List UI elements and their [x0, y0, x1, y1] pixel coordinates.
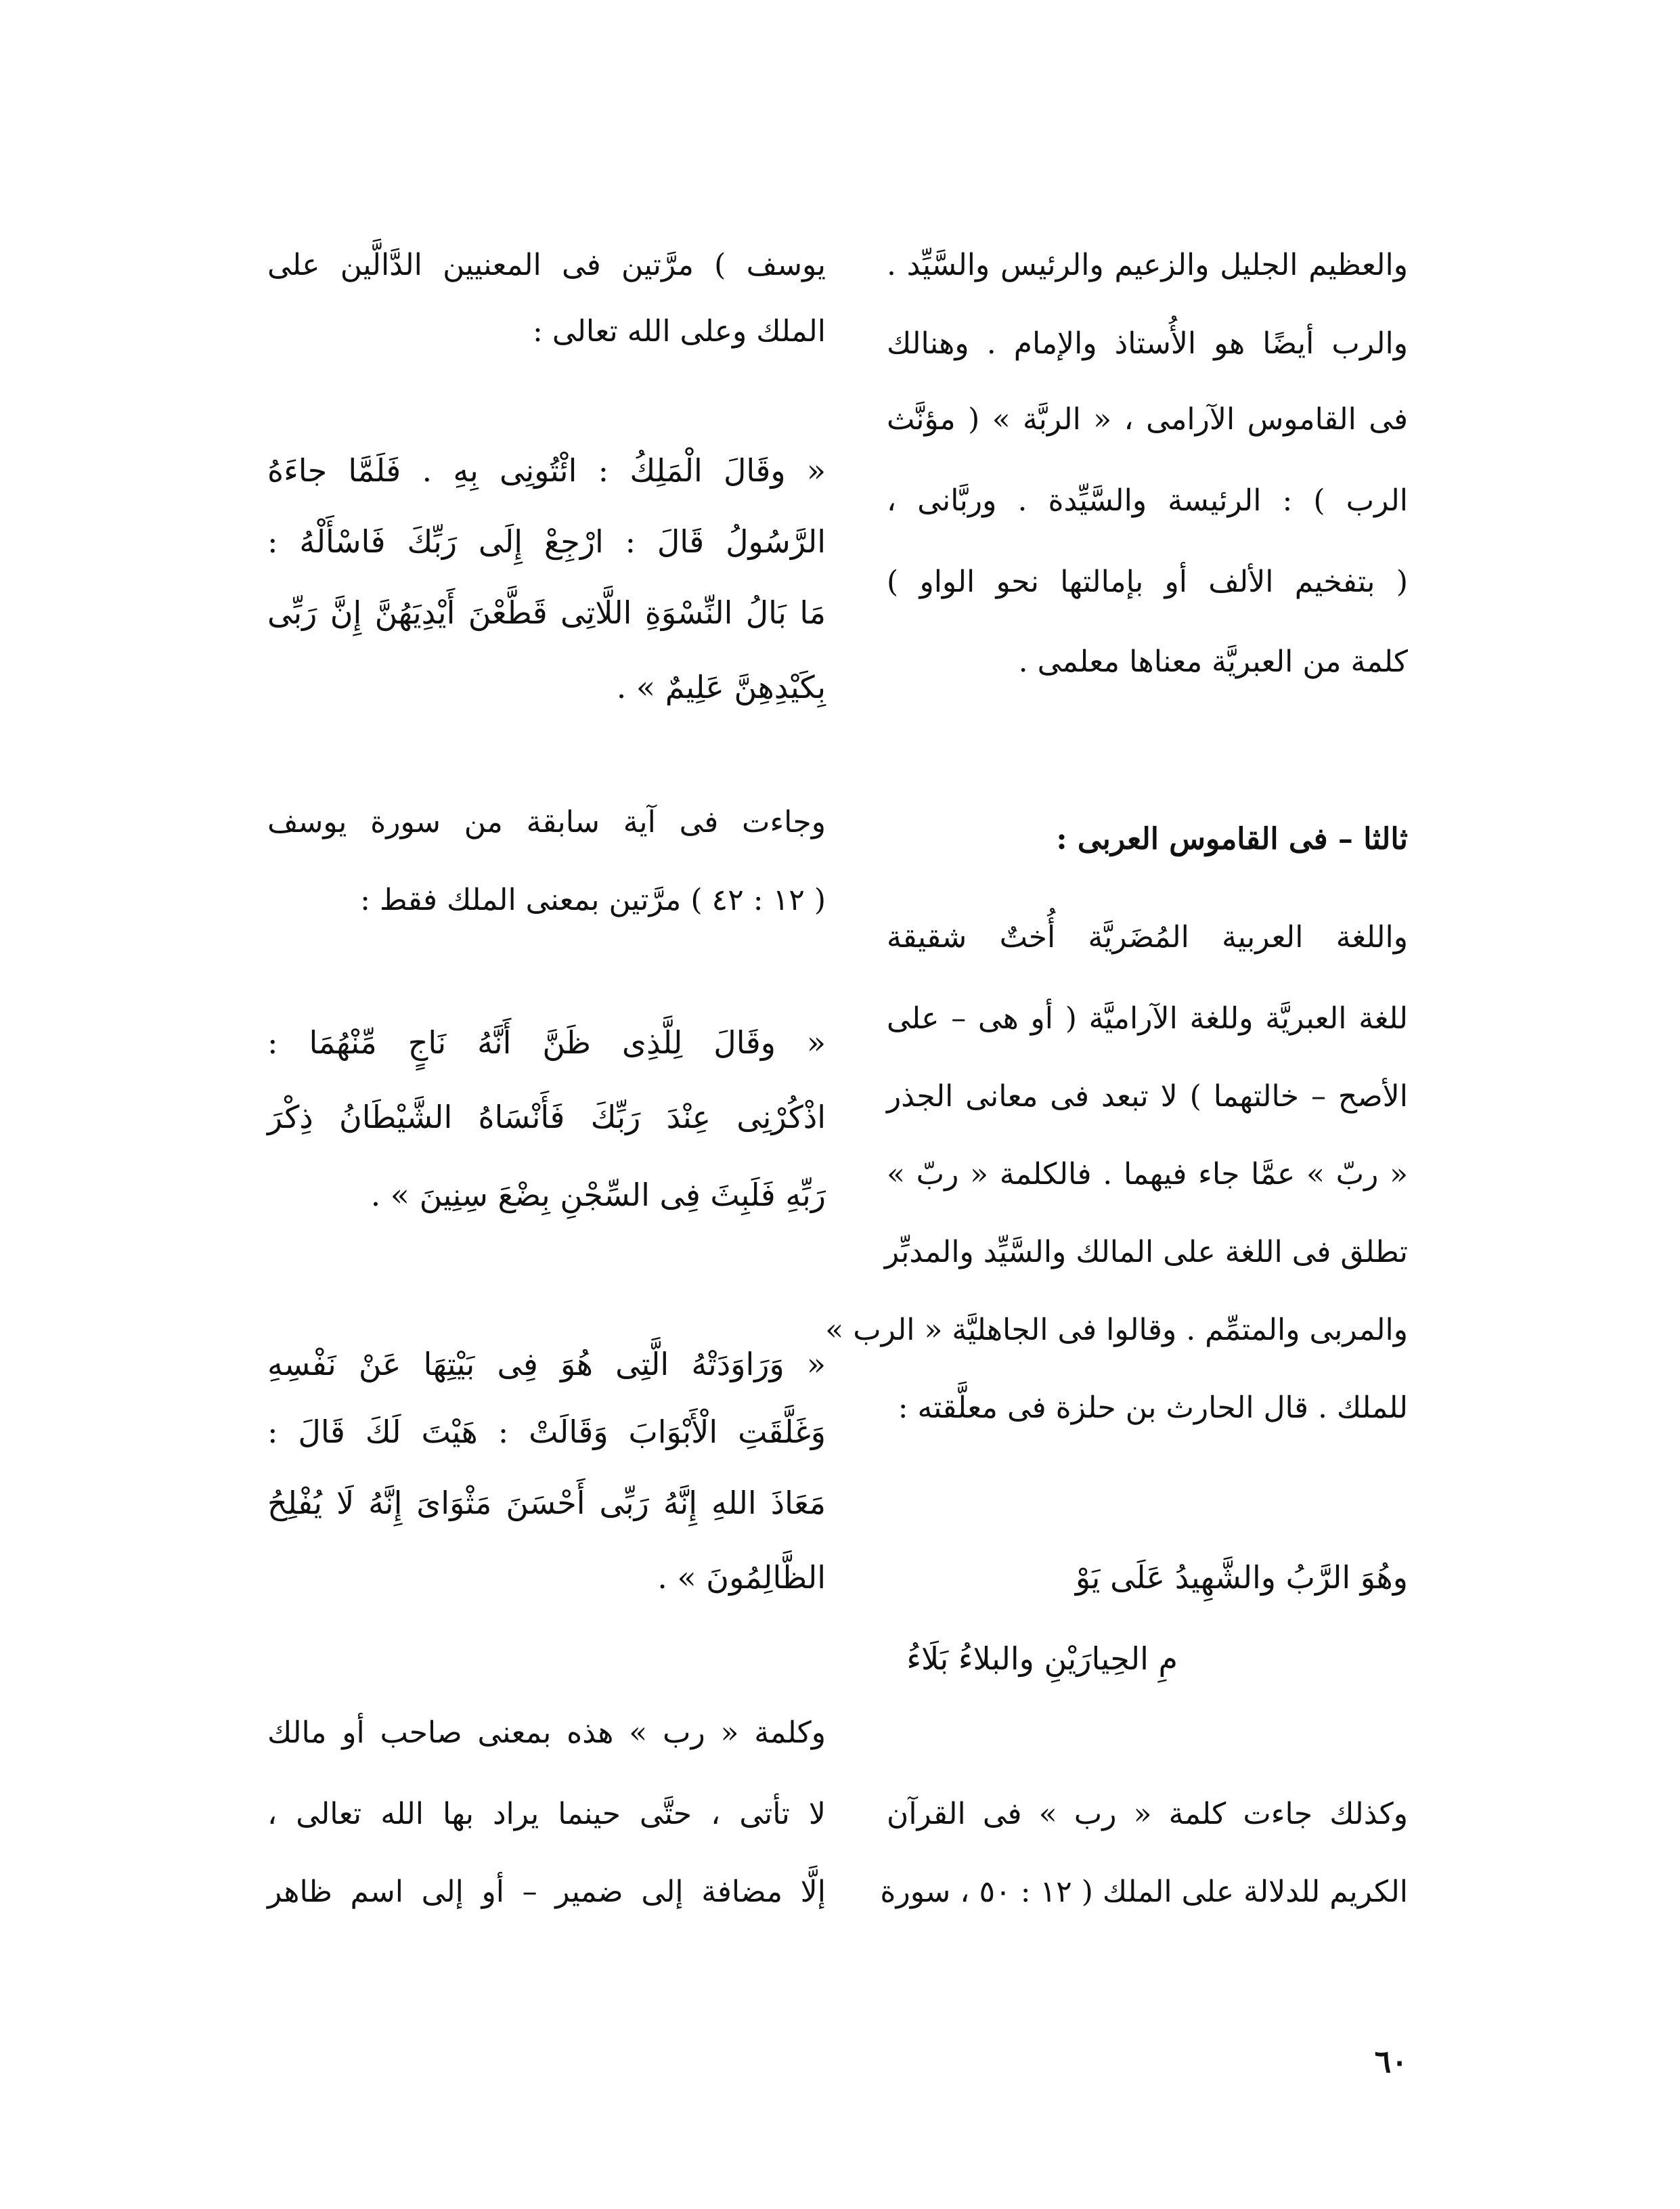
left-para1-line-2: الملك وعلى الله تعالى :	[533, 314, 826, 349]
verse3-line-4: الظَّالِمُونَ » .	[657, 1559, 826, 1596]
right-para1-line-5: ( بتفخيم الألف أو بإمالتها نحو الواو )	[887, 565, 1408, 599]
left-para3-line-3: إلَّا مضافة إلى ضمير – أو إلى اسم ظاهر	[267, 1875, 826, 1909]
verse3-line-1: « وَرَاوَدَتْهُ الَّتِى هُوَ فِى بَيْتِهَا عَنْ نَفْسِهِ	[267, 1346, 826, 1382]
verse2-line-2: اذْكُرْنِى عِنْدَ رَبِّكَ فَأَنْسَاهُ الشَّيْطَانُ ذِكْرَ	[267, 1099, 826, 1135]
left-para3-line-2: لا تأتى ، حتَّى حينما يراد بها الله تعالى ،	[267, 1797, 826, 1831]
left-para1-line-1: يوسف ) مرَّتين فى المعنيين الدَّالَّين على	[267, 248, 826, 282]
poem-hemistich-2: مِ الحِيارَيْنِ والبلاءُ بَلَاءُ	[906, 1640, 1178, 1677]
verse1-line-2: الرَّسُولُ قَالَ : ارْجِعْ إِلَى رَبِّكَ فَاسْأَلْهُ :	[267, 523, 826, 560]
right-para1-line-1: والعظيم الجليل والزعيم والرئيس والسَّيِّد .	[887, 248, 1408, 282]
left-para3-line-1: وكلمة « رب » هذه بمعنى صاحب أو مالك	[267, 1715, 826, 1750]
right-para3-line-1: وكذلك جاءت كلمة « رب » فى القرآن	[887, 1797, 1408, 1831]
right-para1-line-2: والرب أيضًا هو الأُستاذ والإمام . وهنالك	[887, 326, 1408, 361]
verse3-line-3: مَعَاذَ اللهِ إِنَّهُ رَبِّى أَحْسَنَ مَثْوَاىَ إِنَّهُ لَا يُفْلِحُ	[267, 1485, 826, 1521]
verse1-line-1: « وقَالَ الْمَلِكُ : ائْتُونِى بِهِ . فَلَمَّا جاءَهُ	[267, 452, 826, 489]
right-para2-line-1: واللغة العربية المُضَريَّة أُختٌ شقيقة	[887, 920, 1408, 955]
left-para2-line-2: ( ١٢ : ٤٢ ) مرَّتين بمعنى الملك فقط :	[360, 883, 826, 917]
right-para3-line-2: الكريم للدلالة على الملك ( ١٢ : ٥٠ ، سورة	[880, 1875, 1408, 1909]
right-para1-line-6: كلمة من العبريَّة معناها معلمى .	[1018, 644, 1408, 679]
right-para1-line-4: الرب ) : الرئيسة والسَّيِّدة . وربَّانى ،	[887, 483, 1408, 518]
verse1-line-4: بِكَيْدِهِنَّ عَلِيمٌ » .	[616, 669, 826, 705]
verse1-line-3: مَا بَالُ النِّسْوَةِ اللَّاتِى قَطَّعْنَ أَيْدِيَهُنَّ إِنَّ رَبِّى	[267, 594, 826, 631]
verse3-line-2: وَغَلَّقَتِ الْأَبْوَابَ وَقَالَتْ : هَيْتَ لَكَ قَالَ :	[267, 1414, 826, 1450]
left-para2-line-1: وجاءت فى آية سابقة من سورة يوسف	[267, 805, 826, 839]
right-para2-line-7: للملك . قال الحارث بن حلزة فى معلَّقته :	[898, 1391, 1408, 1425]
verse2-line-1: « وقَالَ لِلَّذِى ظَنَّ أَنَّهُ نَاجٍ مِّنْهُمَا :	[267, 1024, 826, 1061]
right-para1-line-3: فى القاموس الآرامى ، « الربَّة » ( مؤنَّث	[887, 402, 1408, 437]
right-para2-line-5: تطلق فى اللغة على المالك والسَّيِّد والمدبِّر	[884, 1235, 1408, 1269]
right-para2-line-2: للغة العبريَّة وللغة الآراميَّة ( أو هى – على	[887, 1001, 1408, 1036]
right-para2-line-6: والمربى والمتمِّم . وقالوا فى الجاهليَّة « الرب »	[825, 1313, 1408, 1347]
right-para2-line-4: « ربّ » عمَّا جاء فيهما . فالكلمة « ربّ »	[887, 1157, 1408, 1191]
poem-hemistich-1: وهُوَ الرَّبُ والشَّهِيدُ عَلَى يَوْ	[1075, 1559, 1408, 1596]
right-para2-line-3: الأصح – خالتهما ) لا تبعد فى معانى الجذر	[887, 1079, 1408, 1114]
section-heading: ثالثا – فى القاموس العربى :	[1056, 822, 1408, 856]
verse2-line-3: رَبِّهِ فَلَبِثَ فِى السِّجْنِ بِضْعَ سِنِينَ » .	[370, 1177, 826, 1213]
page-number: ٦٠	[1374, 2043, 1408, 2080]
